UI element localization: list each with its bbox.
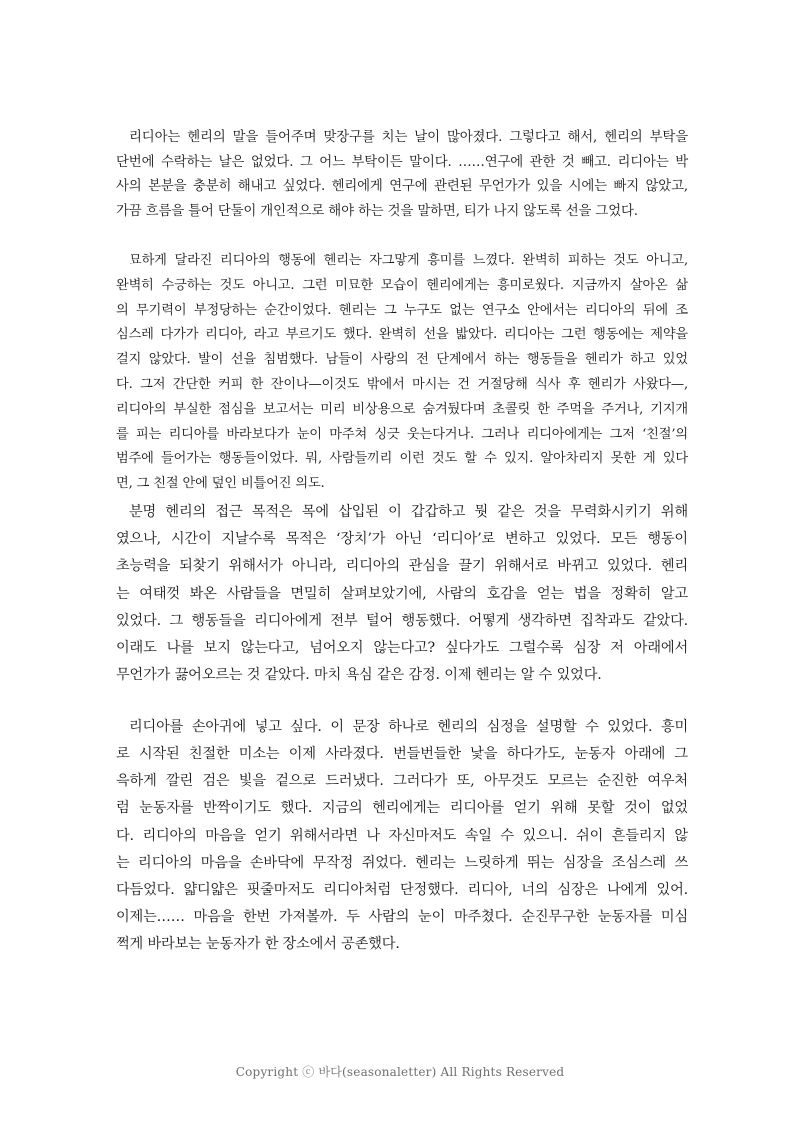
copyright-footer: Copyright ⓒ 바다(seasonaletter) All Rights Reserved [235,1065,565,1079]
paragraph-4 [116,714,688,959]
text-line: 이래도 나를 보지 않는다고, 넘어오지 않는다고? 싶다가도 그럴수록 심장 저 아래에서 [116,639,688,656]
text-line: 리디아의 부실한 점심을 보고서는 미리 비상용으로 숨겨뒀다며 초콜릿 한 주먹을 주거나, 기지개 [116,401,688,417]
text-line: 다. 그저 간단한 커피 한 잔이나—이것도 밖에서 마시는 건 거절당해 식사 후 헨리가 사왔다—, [116,376,688,392]
text-line: 면, 그 친절 안에 덮인 비틀어진 의도. [116,476,325,492]
text-line: 는 리디아의 마음을 손바닥에 무작정 쥐었다. 헨리는 느릿하게 뛰는 심장을 조심스레 쓰 [116,854,688,871]
text-line: 의 무기력이 부정당하는 순간이었다. 헨리는 그 누구도 없는 연구소 안에서는 리디아의 뒤에 조 [116,302,688,318]
text-line: 였으나, 시간이 지날수록 목적은 ‘장치’가 아닌 ‘리디아’로 변하고 있었다. 모든 행동이 [116,531,688,548]
paragraph-3 [116,499,688,689]
text-line: 무언가가 끓어오르는 것 같았다. 마치 욕심 같은 감정. 이제 헨리는 알 수 있었다. [116,667,602,684]
text-line: 리디아는 헨리의 말을 들어주며 맞장구를 치는 날이 많아졌다. 그렇다고 해서, 헨리의 부탁을 [129,130,688,145]
text-line: 분명 헨리의 접근 목적은 목에 삽입된 이 갑갑하고 뭣 같은 것을 무력화시키기 위해 [129,503,688,520]
text-line: 쩍게 바라보는 눈동자가 한 장소에서 공존했다. [116,936,400,953]
text-line: 다. 리디아의 마음을 얻기 위해서라면 나 자신마저도 속일 수 있으니. 쉬이 흔들리지 않 [116,827,688,844]
text-line: 걸지 않았다. 발이 선을 침범했다. 남들이 사랑의 전 단계에서 하는 행동들을 헨리가 하고 있었 [116,352,688,368]
text-line: 완벽히 수긍하는 것도 아니고. 그런 미묘한 모습이 헨리에게는 흥미로웠다. 지금까지 살아온 삶 [116,277,688,293]
paragraph-1 [116,126,688,224]
text-line: 럼 눈동자를 반짝이기도 했다. 지금의 헨리에게는 리디아를 얻기 위해 못할 것이 없었 [116,800,688,817]
text-line: 를 피는 리디아를 바라보다가 눈이 마주쳐 싱긋 웃는다거나. 그러나 리디아에게는 그저 ‘친절’의 [116,426,688,442]
text-line: 가끔 흐름을 틀어 단둘이 개인적으로 해야 하는 것을 말하면, 티가 나지 않도록 선을 그었다. [116,203,638,219]
text-line: 단번에 수락하는 날은 없었다. 그 어느 부탁이든 말이다. ……연구에 관한 것 빼고. 리디아는 박 [116,154,688,170]
text-line: 다듬었다. 얇디얇은 핏줄마저도 리디아처럼 단정했다. 리디아, 너의 심장은 나에게 있어. [116,881,688,898]
text-line: 초능력을 되찾기 위해서가 아니라, 리디아의 관심을 끌기 위해서로 바뀌고 있었다. 헨리 [116,558,688,575]
text-line: 는 여태껏 봐온 사람들을 면밀히 살펴보았기에, 사람의 호감을 얻는 법을 정확히 알고 [116,585,688,602]
text-line: 심스레 다가가 리디아, 라고 부르기도 했다. 완벽히 선을 밟았다. 리디아는 그런 행동에는 제약을 [116,327,688,343]
text-line: 이제는…… 마음을 한번 가져볼까. 두 사람의 눈이 마주쳤다. 순진무구한 눈동자를 미심 [116,909,688,926]
text-line: 범주에 들어가는 행동들이었다. 뭐, 사람들끼리 이런 것도 할 수 있지. 알아차리지 못한 게 있다 [116,451,688,467]
story-body [116,126,688,959]
text-line: 묘하게 달라진 리디아의 행동에 헨리는 자그맣게 흥미를 느꼈다. 완벽히 피하는 것도 아니고, [129,252,688,268]
text-line: 로 시작된 친절한 미소는 이제 사라졌다. 번들번들한 낯을 하다가도, 눈동자 아래에 그 [116,746,688,763]
text-line: 리디아를 손아귀에 넣고 싶다. 이 문장 하나로 헨리의 심정을 설명할 수 있었다. 흥미 [129,718,688,735]
text-line: 있었다. 그 행동들을 리디아에게 전부 털어 행동했다. 어떻게 생각하면 집착과도 같았다. [116,612,688,629]
paragraph-2 [116,249,688,497]
text-line: 사의 본분을 충분히 해내고 싶었다. 헨리에게 연구에 관련된 무언가가 있을 시에는 빠지 않았고, [116,179,688,195]
text-line: 윽하게 깔린 검은 빛을 겉으로 드러냈다. 그러다가 또, 아무것도 모르는 순진한 여우처 [116,773,688,790]
